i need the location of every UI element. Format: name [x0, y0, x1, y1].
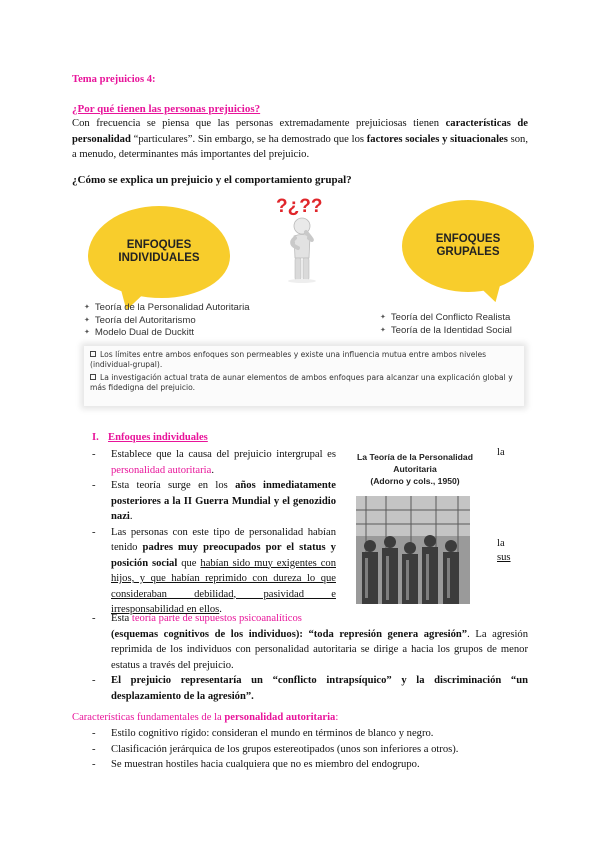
section-1-list	[92, 447, 336, 618]
list-item: ✦ Teoría de la Personalidad Autoritaria	[84, 302, 250, 315]
list-item: - Las personas con este tipo de personalidad habían tenido padres muy preocupados por el status y posición social que habían sido muy exigentes con hijos, y que habían reprimido con dureza lo que consideraban debilidad, pasividad e irresponsabilidad en ellos.	[92, 525, 336, 618]
approaches-diagram	[72, 192, 534, 414]
list-item: - Establece que la causa del prejuicio intergrupal es personalidad autoritaria.	[92, 447, 336, 478]
figure-caption: La Teoría de la Personalidad Autoritaria (Adorno y cols., 1950)	[357, 452, 473, 486]
group-approaches-bubble: ENFOQUES GRUPALES	[402, 200, 534, 292]
individual-theories-list	[84, 302, 250, 340]
note-box	[84, 346, 524, 406]
list-item: - Esta teoría parte de supuestos psicoanalíticos (esquemas cognitivos de los individuos): “toda represión genera agresión”. La agresión reprimida de los individuos con personalidad autoritaria se dirige a hacia los grupos de menor estatus a través del prejuicio.	[92, 611, 528, 673]
note-line-2: La investigación actual trata de aunar elementos de ambos enfoques para alcanzar una explicación global y más fidedigna del prejuicio.	[90, 373, 513, 392]
topic-heading: Tema prejuicios 4:	[72, 74, 156, 85]
section-1-heading: I. Enfoques individuales	[92, 432, 208, 443]
question-heading-1: ¿Por qué tienen las personas prejuicios?	[72, 103, 261, 115]
list-item: - El prejuicio representaría un “conflicto intrapsíquico” y la discriminación “un desplazamiento de la agresión”.	[92, 673, 528, 704]
list-item: - Esta teoría surge en los años inmediatamente posteriores a la II Guerra Mundial y el genozidio nazi.	[92, 478, 336, 525]
overflow-word: sus	[497, 552, 511, 563]
traits-list	[92, 726, 532, 773]
list-item: - Clasificación jerárquica de los grupos estereotipados (unos son inferiores a otros).	[92, 742, 532, 758]
note-line-1: Los límites entre ambos enfoques son permeables y existe una influencia mutua entre ambos niveles (individual-grupal).	[90, 350, 487, 369]
thinking-figure-icon	[272, 192, 332, 284]
list-item: ✦ Teoría del Autoritarismo	[84, 315, 250, 328]
question-marks: ?¿??	[276, 196, 323, 217]
list-item: ✦ Teoría de la Identidad Social	[380, 325, 512, 338]
overflow-word: la	[497, 447, 505, 458]
intro-paragraph: Con frecuencia se piensa que las personas extremadamente prejuiciosas tienen características de personalidad “particulares”. Sin embargo, se ha demostrado que los factores sociales y situacionales son, a menudo, determinantes más importantes del prejuicio.	[72, 118, 529, 160]
list-item: - Estilo cognitivo rígido: consideran el mundo en términos de blanco y negro.	[92, 726, 532, 742]
historical-photo	[356, 496, 470, 604]
list-item: ✦ Teoría del Conflicto Realista	[380, 312, 512, 325]
list-item: - Se muestran hostiles hacia cualquiera que no es miembro del endogrupo.	[92, 757, 532, 773]
section-2-heading: Características fundamentales de la personalidad autoritaria:	[72, 712, 339, 723]
item4-line: Esta teoría parte de supuestos psicoanalíticos	[111, 613, 302, 624]
checkbox-square-icon	[90, 374, 96, 380]
overflow-word: la	[497, 538, 505, 549]
checkbox-square-icon	[90, 351, 96, 357]
section-1-list-continued	[92, 611, 528, 704]
list-item: ✦ Modelo Dual de Duckitt	[84, 327, 250, 340]
question-heading-2: ¿Cómo se explica un prejuicio y el comportamiento grupal?	[72, 174, 352, 186]
individual-approaches-bubble: ENFOQUES INDIVIDUALES	[88, 206, 230, 298]
group-theories-list	[380, 312, 512, 337]
